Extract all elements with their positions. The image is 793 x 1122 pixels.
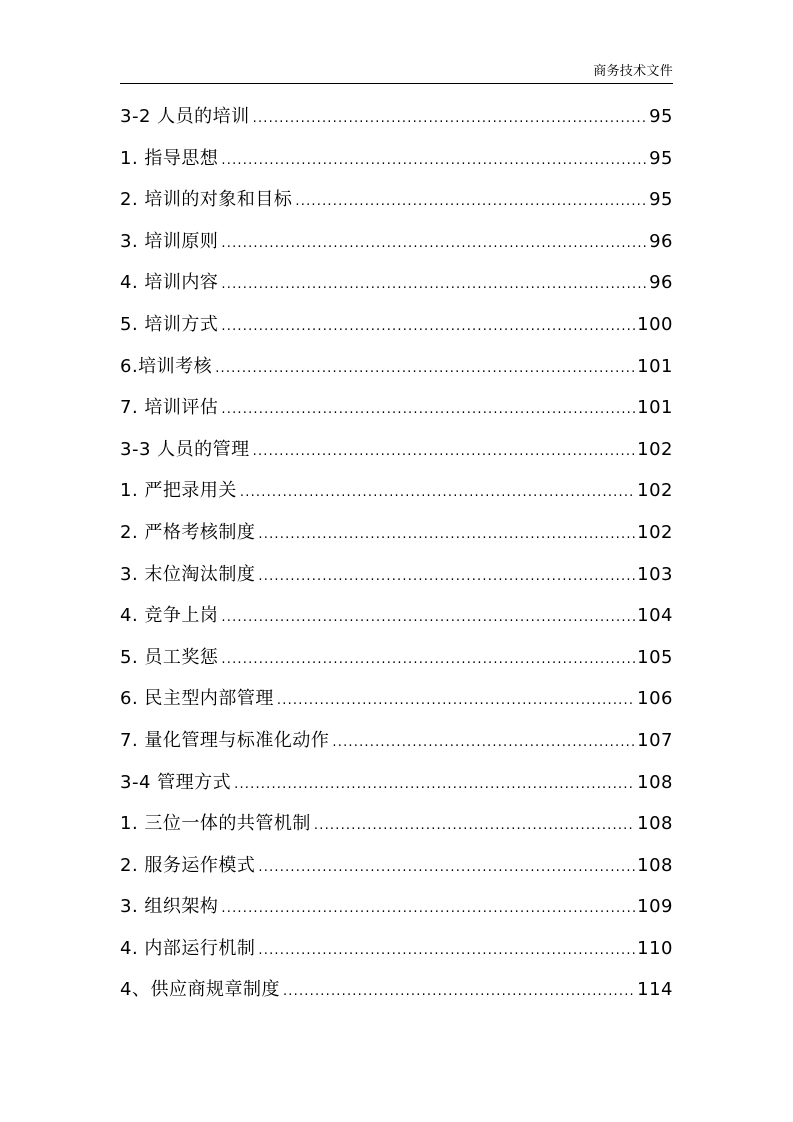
toc-entry[interactable] (120, 354, 673, 396)
toc-page-number: 101 (637, 355, 673, 377)
toc-dot-leader (221, 647, 635, 673)
toc-entry[interactable] (120, 520, 673, 562)
toc-entry[interactable] (120, 603, 673, 645)
toc-entry[interactable] (120, 936, 673, 978)
toc-entry-label: 2. 服务运作模式 (120, 854, 256, 876)
toc-entry-label: 4、供应商规章制度 (120, 979, 280, 1001)
toc-dot-leader (277, 688, 635, 714)
toc-page-number: 95 (649, 147, 673, 169)
toc-entry[interactable] (120, 811, 673, 853)
toc-entry-label: 6. 民主型内部管理 (120, 688, 274, 710)
page-header (120, 58, 673, 84)
toc-entry[interactable] (120, 395, 673, 437)
toc-entry-label: 3. 组织架构 (120, 896, 219, 918)
toc-dot-leader (314, 813, 635, 839)
toc-entry-label: 4. 内部运行机制 (120, 937, 256, 959)
toc-entry[interactable] (120, 312, 673, 354)
toc-entry[interactable] (120, 437, 673, 479)
toc-entry[interactable] (120, 645, 673, 687)
toc-dot-leader (221, 896, 635, 922)
toc-entry[interactable] (120, 104, 673, 146)
toc-page-number: 108 (637, 771, 673, 793)
toc-page-number: 102 (637, 480, 673, 502)
toc-page-number: 108 (637, 813, 673, 835)
toc-page-number: 96 (649, 230, 673, 252)
toc-entry-label: 1. 三位一体的共管机制 (120, 813, 311, 835)
toc-page-number: 95 (649, 106, 673, 127)
toc-entry-label: 1. 严把录用关 (120, 480, 237, 502)
toc-page-number: 109 (637, 896, 673, 918)
header-title: 商务技术文件 (593, 64, 673, 79)
toc-page-number: 96 (649, 272, 673, 294)
toc-page-number: 106 (637, 688, 673, 710)
toc-dot-leader (258, 522, 635, 548)
toc-dot-leader (221, 314, 635, 340)
toc-entry-label: 6.培训考核 (120, 355, 213, 377)
toc-entry[interactable] (120, 686, 673, 728)
toc-entry-label: 1. 指导思想 (120, 147, 219, 169)
toc-entry[interactable] (120, 187, 673, 229)
toc-entry[interactable] (120, 270, 673, 312)
toc-entry-label: 5. 员工奖惩 (120, 646, 219, 668)
toc-page-number: 108 (637, 854, 673, 876)
toc-dot-leader (253, 439, 636, 465)
toc-page-number: 100 (637, 313, 673, 335)
toc-entry[interactable] (120, 229, 673, 271)
toc-dot-leader (283, 979, 635, 1005)
toc-entry-label: 3. 培训原则 (120, 230, 219, 252)
toc-dot-leader (221, 605, 635, 631)
toc-page-number: 105 (637, 646, 673, 668)
toc-page-number: 114 (637, 979, 673, 1001)
toc-dot-leader (215, 356, 635, 382)
toc-page-number: 103 (637, 563, 673, 585)
toc-entry[interactable] (120, 977, 673, 1019)
toc-entry-label: 3-2 人员的培训 (120, 106, 250, 127)
toc-dot-leader (295, 189, 647, 215)
toc-entry-label: 2. 严格考核制度 (120, 521, 256, 543)
table-of-contents (120, 104, 673, 1019)
toc-entry-label: 7. 量化管理与标准化动作 (120, 729, 330, 751)
toc-entry[interactable] (120, 894, 673, 936)
toc-entry-label: 3-3 人员的管理 (120, 438, 250, 460)
toc-dot-leader (234, 772, 635, 798)
toc-dot-leader (258, 855, 635, 881)
toc-entry-label: 2. 培训的对象和目标 (120, 189, 293, 211)
toc-dot-leader (221, 272, 647, 298)
toc-entry[interactable] (120, 728, 673, 770)
toc-dot-leader (221, 397, 635, 423)
toc-entry-label: 5. 培训方式 (120, 313, 219, 335)
toc-entry[interactable] (120, 853, 673, 895)
toc-page-number: 110 (637, 937, 673, 959)
toc-entry[interactable] (120, 562, 673, 604)
toc-dot-leader (258, 564, 635, 590)
toc-entry-label: 4. 竞争上岗 (120, 605, 219, 627)
toc-entry[interactable] (120, 770, 673, 812)
toc-entry[interactable] (120, 478, 673, 520)
toc-page-number: 104 (637, 605, 673, 627)
toc-page-number: 102 (637, 521, 673, 543)
toc-dot-leader (253, 106, 647, 132)
toc-page-number: 95 (649, 189, 673, 211)
toc-dot-leader (240, 480, 635, 506)
toc-page-number: 101 (637, 397, 673, 419)
toc-entry[interactable] (120, 146, 673, 188)
toc-entry-label: 3-4 管理方式 (120, 771, 232, 793)
toc-dot-leader (258, 938, 635, 964)
toc-entry-label: 7. 培训评估 (120, 397, 219, 419)
toc-entry-label: 3. 末位淘汰制度 (120, 563, 256, 585)
toc-dot-leader (221, 231, 647, 257)
toc-entry-label: 4. 培训内容 (120, 272, 219, 294)
toc-dot-leader (332, 730, 635, 756)
toc-page-number: 107 (637, 729, 673, 751)
toc-dot-leader (221, 148, 647, 174)
toc-page-number: 102 (637, 438, 673, 460)
